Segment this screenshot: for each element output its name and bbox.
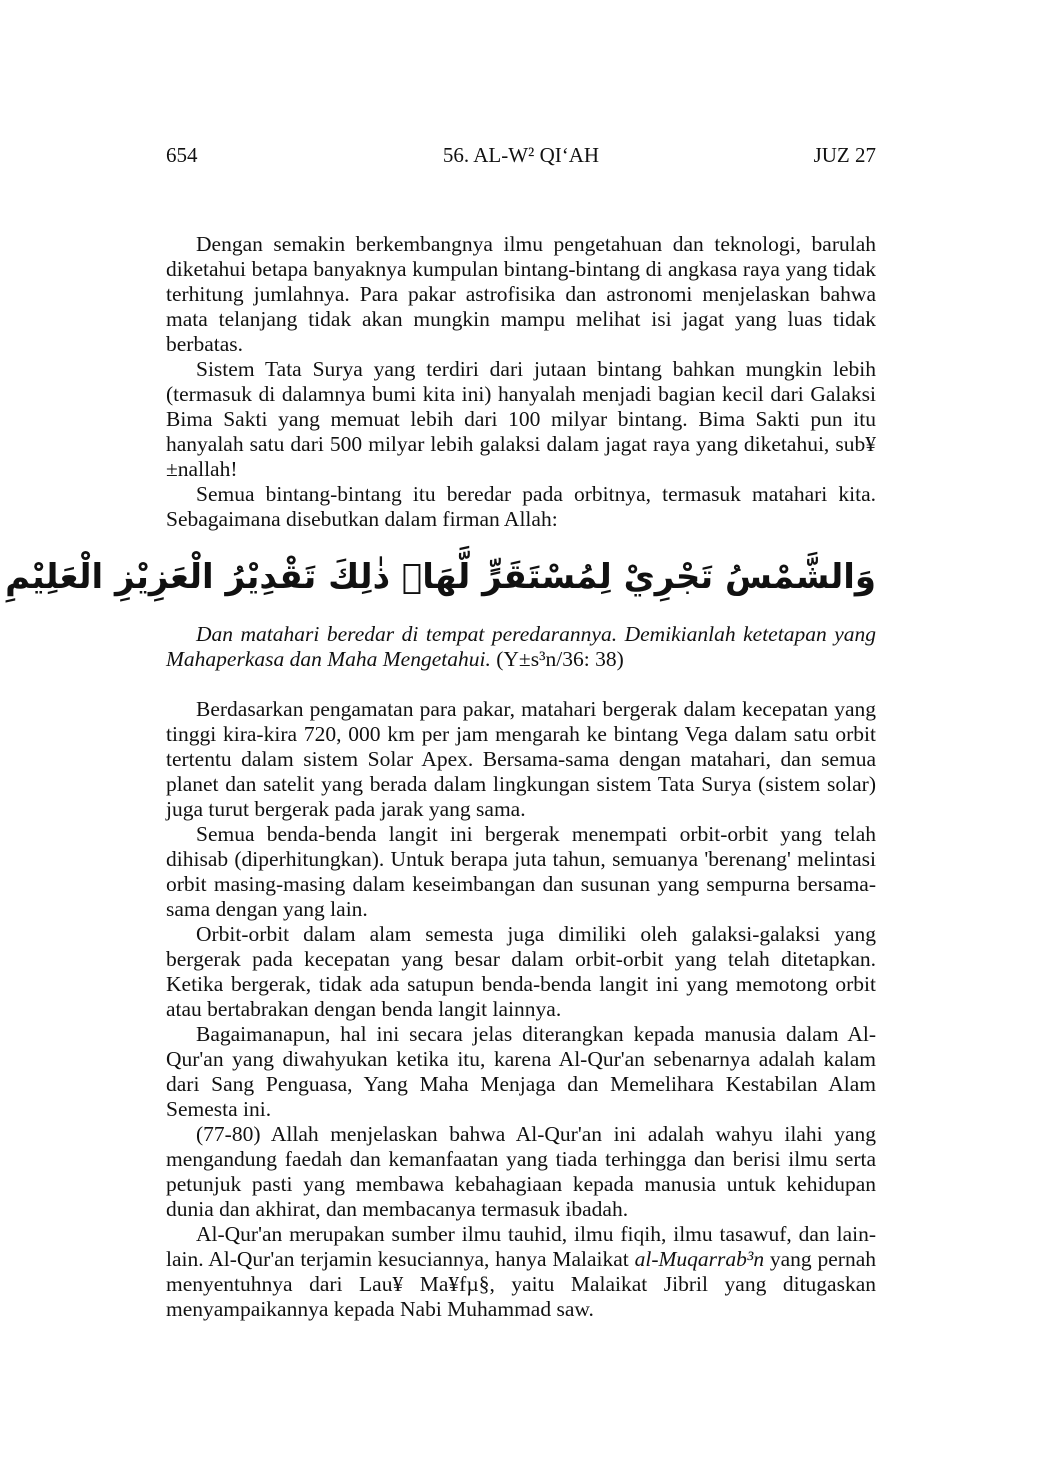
- paragraph: Bagaimanapun, hal ini secara jelas diterangkan kepada manusia dalam Al-Qur'an yang diwahyukan ketika itu, karena Al-Qur'an sebenarnya adalah kalam dari Sang Penguasa, Yang Maha Menjaga dan Memelihara Kestabilan Alam Semesta ini.: [166, 1022, 876, 1121]
- paragraph: (77-80) Allah menjelaskan bahwa Al-Qur'an ini adalah wahyu ilahi yang mengandung faedah dan kemanfaatan yang tiada terhingga dan berisi ilmu serta petunjuk pasti yang membawa kebahagiaan kepada manusia untuk kehidupan dunia dan akhirat, dan membacanya termasuk ibadah.: [166, 1122, 876, 1221]
- paragraph: Orbit-orbit dalam alam semesta juga dimiliki oleh galaksi-galaksi yang bergerak pada kecepatan yang besar dalam orbit-orbit yang telah ditetapkan. Ketika bergerak, tidak ada satupun benda-benda langit ini yang memotong orbit atau bertabrakan dengan benda langit lainnya.: [166, 922, 876, 1021]
- page-number: 654: [166, 143, 198, 167]
- page-body: [5, 232, 876, 1322]
- paragraph: Semua benda-benda langit ini bergerak menempati orbit-orbit yang telah dihisab (diperhitungkan). Untuk berapa juta tahun, semuanya 'berenang' melintasi orbit masing-masing dalam keseimbangan dan susunan yang sempurna bersama-sama dengan yang lain.: [166, 822, 876, 921]
- paragraph-text-start: Al-Qur'an merupakan sumber ilmu tauhid, ilmu fiqih, ilmu tasawuf, dan lain-lain. Al-Qur'an terjamin kesuciannya, hanya Malaikat: [166, 1222, 876, 1271]
- spacer: [166, 672, 876, 697]
- verse-translation: [166, 622, 876, 672]
- surah-title: 56. AL-W² QI‘AH: [442, 143, 600, 167]
- paragraph: Berdasarkan pengamatan para pakar, matahari bergerak dalam kecepatan yang tinggi kira-kira 720, 000 km per jam mengarah ke bintang Vega dalam satu orbit tertentu dalam sistem Solar Apex. Bersama-sama dengan matahari, dan semua planet dan satelit yang berada dalam lingkungan sistem Tata Surya (sistem solar) juga turut bergerak pada jarak yang sama.: [166, 697, 876, 821]
- paragraph: [166, 1222, 876, 1322]
- juz-label: JUZ 27: [813, 143, 876, 167]
- italic-term: al-Muqarrab³n: [634, 1247, 765, 1271]
- paragraph-text-end: yang pernah menyentuhnya dari Lau¥ Ma¥fµ§, yaitu Malaikat Jibril yang ditugaskan menyampaikannya kepada Nabi Muhammad saw.: [166, 1247, 876, 1321]
- running-header: [166, 143, 876, 173]
- verse-reference: (Y±s³n/36: 38): [496, 647, 624, 671]
- paragraph: Semua bintang-bintang itu beredar pada orbitnya, termasuk matahari kita. Sebagaimana disebutkan dalam firman Allah:: [166, 482, 876, 531]
- paragraph: Sistem Tata Surya yang terdiri dari jutaan bintang bahkan mungkin lebih (termasuk di dalamnya bumi kita ini) hanyalah menjadi bagian kecil dari Galaksi Bima Sakti yang memuat lebih dari 100 milyar bintang. Bima Sakti pun itu hanyalah satu dari 500 milyar lebih galaksi dalam jagat raya yang diketahui, sub¥±nallah!: [166, 357, 876, 481]
- verse-translation-text: Dan matahari beredar di tempat peredarannya. Demikianlah ketetapan yang Mahaperkasa dan Maha Mengetahui.: [166, 622, 876, 671]
- paragraph: Dengan semakin berkembangnya ilmu pengetahuan dan teknologi, barulah diketahui betapa banyaknya kumpulan bintang-bintang di angkasa raya yang tidak terhitung jumlahnya. Para pakar astrofisika dan astronomi menjelaskan bahwa mata telanjang tidak akan mungkin mampu melihat isi jagat yang luas tidak berbatas.: [166, 232, 876, 356]
- quran-verse-arabic: وَالشَّمْسُ تَجْرِيْ لِمُسْتَقَرٍّ لَّهَاۗ ذٰلِكَ تَقْدِيْرُ الْعَزِيْزِ الْعَلِيْمِ: [5, 557, 876, 597]
